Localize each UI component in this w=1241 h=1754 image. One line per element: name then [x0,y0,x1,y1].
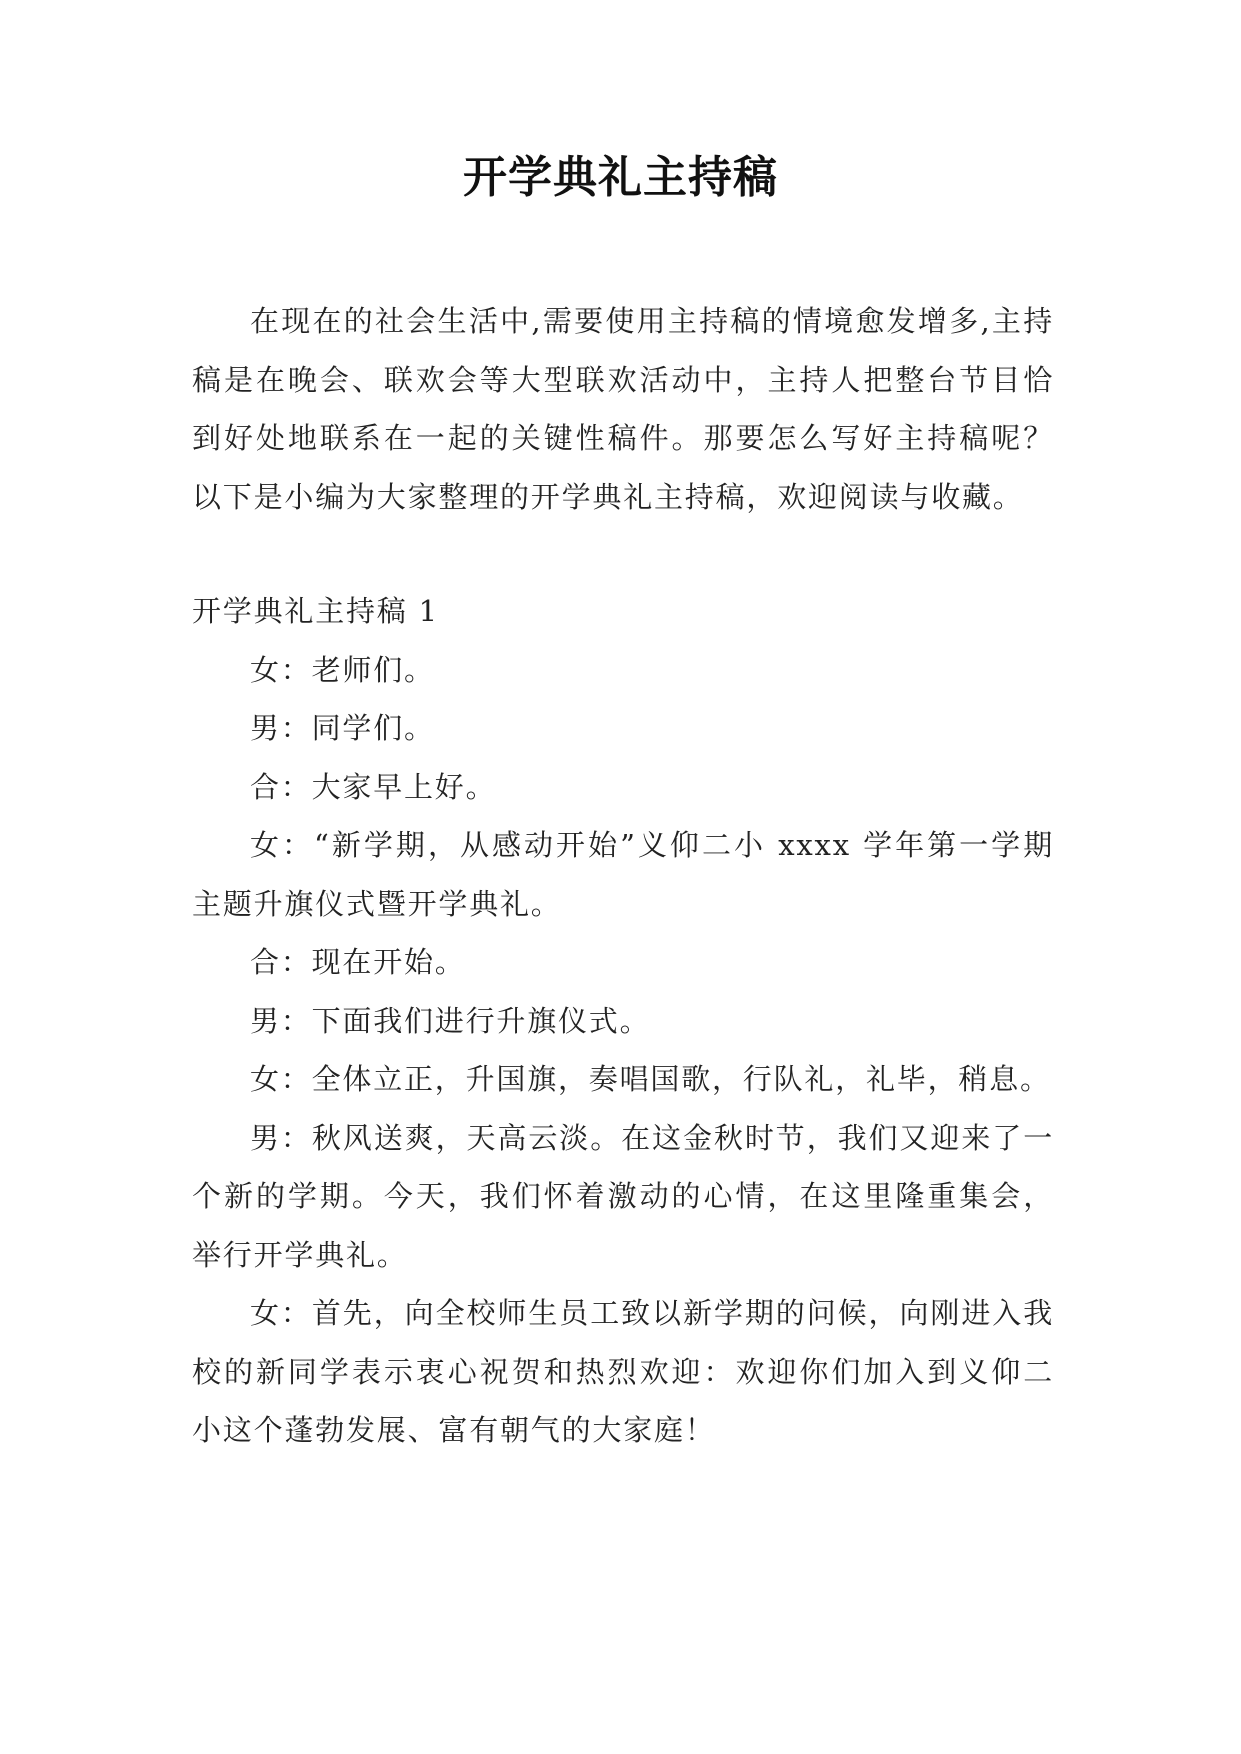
script-line: 合：大家早上好。 [250,769,497,804]
script-line: 女：全体立正，升国旗，奏唱国歌，行队礼，礼毕，稍息。 [250,1062,1051,1096]
intro-paragraph: 在现在的社会生活中,需要使用主持稿的情境愈发增多,主持稿是在晚会、联欢会等大型联欢活动中，主持人把整台节目恰到好处地联系在一起的关键性稿件。那要怎么写好主持稿呢？以下是小编为大家整理的开学典礼主持稿，欢迎阅读与收藏。 [192,304,1054,514]
document-title: 开学典礼主持稿 [463,152,778,203]
section-heading: 开学典礼主持稿 1 [192,594,439,628]
script-line: 合：现在开始。 [250,945,466,979]
script-line: 女：老师们。 [250,652,435,687]
script-line: 男：同学们。 [250,711,435,745]
script-line: 女：“新学期，从感动开始”义仰二小 xxxx 学年第一学期主题升旗仪式暨开学典礼。 [192,828,1054,921]
script-line: 男：秋风送爽，天高云淡。在这金秋时节，我们又迎来了一个新的学期。今天，我们怀着激动的心情，在这里隆重集会，举行开学典礼。 [192,1120,1054,1272]
document-body [192,292,1054,1460]
script-line: 男：下面我们进行升旗仪式。 [250,1003,651,1038]
script-line: 女：首先，向全校师生员工致以新学期的问候，向刚进入我校的新同学表示衷心祝贺和热烈欢迎：欢迎你们加入到义仰二小这个蓬勃发展、富有朝气的大家庭！ [192,1296,1054,1447]
